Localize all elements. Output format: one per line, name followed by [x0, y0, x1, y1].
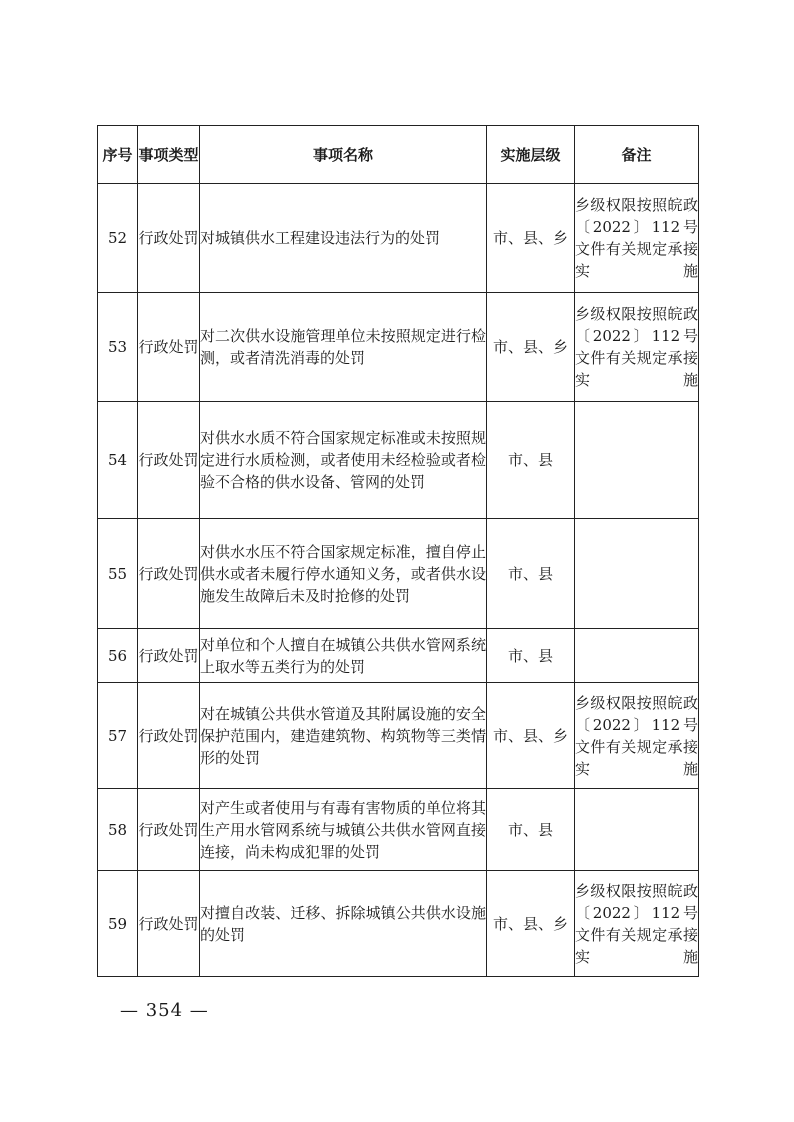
row-seq: 55 [98, 519, 138, 629]
row-level: 市、县 [487, 789, 575, 871]
row-note: 乡级权限按照皖政〔2022〕112号文件有关规定承接实施 [575, 871, 699, 977]
row-note: 乡级权限按照皖政〔2022〕112号文件有关规定承接实施 [575, 683, 699, 789]
row-type: 行政处罚 [138, 871, 200, 977]
row-seq: 54 [98, 402, 138, 519]
row-level: 市、县 [487, 402, 575, 519]
table-header-row [98, 126, 699, 184]
row-name: 对供水水压不符合国家规定标准，擅自停止供水或者未履行停水通知义务，或者供水设施发生故障后未及时抢修的处罚 [200, 519, 487, 629]
header-type: 事项类型 [138, 126, 200, 184]
row-seq: 59 [98, 871, 138, 977]
header-seq: 序号 [98, 126, 138, 184]
row-note [575, 402, 699, 519]
row-seq: 57 [98, 683, 138, 789]
row-seq: 58 [98, 789, 138, 871]
table-row [98, 402, 699, 519]
table-row [98, 629, 699, 683]
row-type: 行政处罚 [138, 402, 200, 519]
table-row [98, 789, 699, 871]
row-level: 市、县、乡 [487, 683, 575, 789]
row-type: 行政处罚 [138, 184, 200, 293]
row-name: 对城镇供水工程建设违法行为的处罚 [200, 184, 487, 293]
row-name: 对产生或者使用与有毒有害物质的单位将其生产用水管网系统与城镇公共供水管网直接连接，尚未构成犯罪的处罚 [200, 789, 487, 871]
table-row [98, 519, 699, 629]
row-name: 对供水水质不符合国家规定标准或未按照规定进行水质检测，或者使用未经检验或者检验不合格的供水设备、管网的处罚 [200, 402, 487, 519]
row-type: 行政处罚 [138, 629, 200, 683]
table-row [98, 184, 699, 293]
row-level: 市、县、乡 [487, 871, 575, 977]
row-note: 乡级权限按照皖政〔2022〕112号文件有关规定承接实施 [575, 184, 699, 293]
row-type: 行政处罚 [138, 293, 200, 402]
row-name: 对在城镇公共供水管道及其附属设施的安全保护范围内，建造建筑物、构筑物等三类情形的处罚 [200, 683, 487, 789]
row-seq: 52 [98, 184, 138, 293]
items-table [97, 125, 699, 977]
row-level: 市、县 [487, 629, 575, 683]
table-row [98, 871, 699, 977]
row-type: 行政处罚 [138, 789, 200, 871]
row-note [575, 629, 699, 683]
row-level: 市、县、乡 [487, 184, 575, 293]
table-row [98, 683, 699, 789]
header-note: 备注 [575, 126, 699, 184]
row-seq: 56 [98, 629, 138, 683]
header-level: 实施层级 [487, 126, 575, 184]
row-type: 行政处罚 [138, 519, 200, 629]
row-name: 对擅自改装、迁移、拆除城镇公共供水设施的处罚 [200, 871, 487, 977]
page-number: — 354 — [120, 1000, 209, 1021]
row-note [575, 519, 699, 629]
header-name: 事项名称 [200, 126, 487, 184]
row-seq: 53 [98, 293, 138, 402]
row-level: 市、县 [487, 519, 575, 629]
row-type: 行政处罚 [138, 683, 200, 789]
row-name: 对二次供水设施管理单位未按照规定进行检测，或者清洗消毒的处罚 [200, 293, 487, 402]
row-note [575, 789, 699, 871]
row-note: 乡级权限按照皖政〔2022〕112号文件有关规定承接实施 [575, 293, 699, 402]
row-name: 对单位和个人擅自在城镇公共供水管网系统上取水等五类行为的处罚 [200, 629, 487, 683]
table-row [98, 293, 699, 402]
row-level: 市、县、乡 [487, 293, 575, 402]
